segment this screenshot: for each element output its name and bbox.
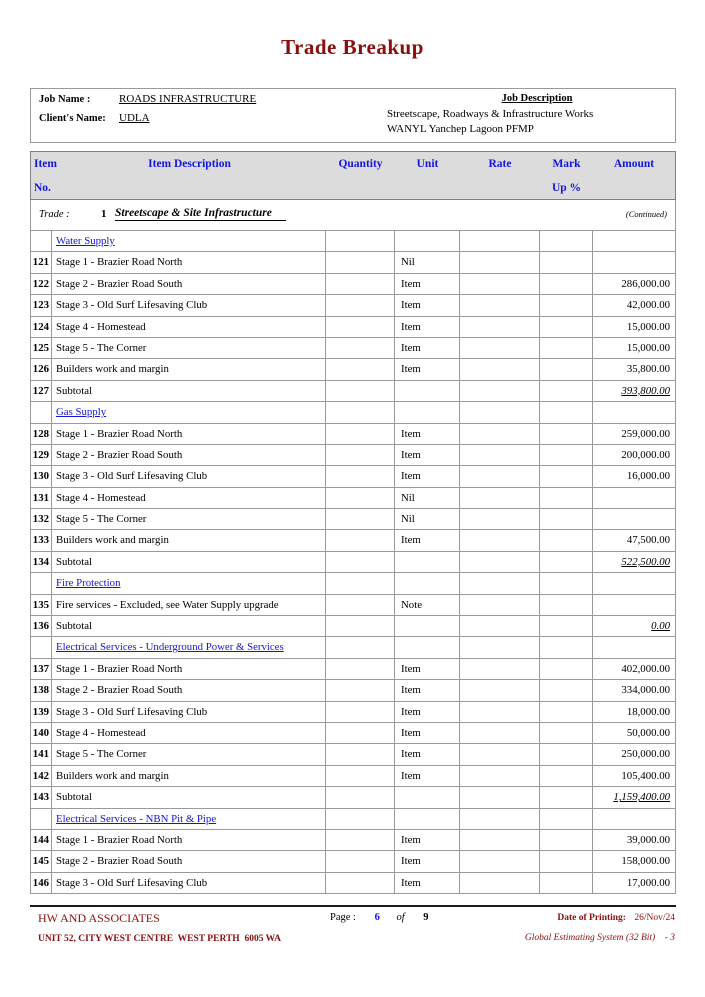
cell-amount: 50,000.00 [593, 723, 676, 744]
cell-markup [540, 231, 593, 252]
item-row [31, 595, 676, 616]
item-row [31, 488, 676, 509]
cell-item-no [31, 573, 52, 594]
cell-amount: 0.00 [593, 616, 676, 637]
column-header-amount: Amount [613, 158, 655, 170]
section-heading-link: Electrical Services - Underground Power & Services [56, 641, 284, 654]
cell-item-no [31, 637, 52, 658]
cell-amount: 200,000.00 [593, 445, 676, 466]
cell-description: Subtotal [52, 787, 326, 808]
cell-amount: 393,800.00 [593, 381, 676, 402]
item-row [31, 873, 676, 894]
section-heading-link: Electrical Services - NBN Pit & Pipe [56, 812, 217, 825]
cell-unit [395, 637, 460, 658]
cell-rate [460, 659, 540, 680]
cell-markup [540, 702, 593, 723]
column-header-unit: Unit [416, 158, 439, 170]
cell-item-no: 133 [31, 530, 52, 551]
cell-unit: Item [395, 851, 460, 872]
cell-quantity [326, 595, 395, 616]
cell-quantity [326, 424, 395, 445]
cell-unit [395, 552, 460, 573]
cell-quantity [326, 338, 395, 359]
client-name-label: Client's Name: [39, 113, 106, 124]
cell-markup [540, 595, 593, 616]
cell-amount: 286,000.00 [593, 274, 676, 295]
item-row [31, 295, 676, 316]
cell-quantity [326, 381, 395, 402]
item-row [31, 317, 676, 338]
cell-markup [540, 381, 593, 402]
cell-item-no [31, 402, 52, 423]
item-row [31, 252, 676, 273]
cell-unit: Item [395, 659, 460, 680]
section-heading-link: Water Supply [56, 235, 115, 247]
cell-item-no: 122 [31, 274, 52, 295]
cell-amount: 39,000.00 [593, 830, 676, 851]
cell-description [52, 637, 326, 658]
cell-description: Subtotal [52, 616, 326, 637]
cell-description [52, 809, 326, 830]
cell-item-no: 131 [31, 488, 52, 509]
job-description-label: Job Description [501, 93, 573, 104]
cell-quantity [326, 530, 395, 551]
cell-description: Stage 3 - Old Surf Lifesaving Club [52, 295, 326, 316]
cell-quantity [326, 830, 395, 851]
cell-quantity [326, 744, 395, 765]
item-row [31, 466, 676, 487]
cell-item-no: 146 [31, 873, 52, 894]
cell-rate [460, 595, 540, 616]
cell-item-no: 121 [31, 252, 52, 273]
item-row [31, 723, 676, 744]
cell-quantity [326, 680, 395, 701]
continued-note: (Continued) [625, 209, 667, 219]
cell-markup [540, 680, 593, 701]
cell-amount [593, 637, 676, 658]
cell-rate [460, 787, 540, 808]
cell-unit: Nil [395, 509, 460, 530]
cell-description: Stage 2 - Brazier Road South [52, 445, 326, 466]
cell-markup [540, 530, 593, 551]
cell-rate [460, 509, 540, 530]
job-name-label: Job Name : [39, 94, 91, 105]
section-heading-link: Gas Supply [56, 406, 107, 419]
footer-page-indicator [330, 912, 429, 923]
item-row [31, 830, 676, 851]
cell-amount: 18,000.00 [593, 702, 676, 723]
column-header-quantity: Quantity [338, 158, 383, 170]
cell-rate [460, 680, 540, 701]
cell-description: Stage 5 - The Corner [52, 509, 326, 530]
cell-markup [540, 488, 593, 509]
item-row [31, 509, 676, 530]
subtotal-row [31, 552, 676, 573]
cell-markup [540, 252, 593, 273]
trade-title-row [30, 200, 676, 230]
cell-rate [460, 317, 540, 338]
item-row [31, 680, 676, 701]
page-of-label: of [396, 912, 405, 923]
item-row [31, 766, 676, 787]
cell-amount: 16,000.00 [593, 466, 676, 487]
cell-markup [540, 637, 593, 658]
cell-item-no: 129 [31, 445, 52, 466]
cell-quantity [326, 766, 395, 787]
cell-quantity [326, 616, 395, 637]
column-header-rate: Rate [488, 158, 512, 170]
cell-amount: 15,000.00 [593, 338, 676, 359]
cell-markup [540, 766, 593, 787]
cell-quantity [326, 359, 395, 380]
cell-rate [460, 295, 540, 316]
client-name-value: UDLA [119, 112, 150, 124]
cell-quantity [326, 723, 395, 744]
item-row [31, 424, 676, 445]
cell-quantity [326, 231, 395, 252]
cell-amount: 15,000.00 [593, 317, 676, 338]
section-row [31, 809, 676, 830]
cell-item-no: 128 [31, 424, 52, 445]
cell-markup [540, 552, 593, 573]
cell-description: Fire services - Excluded, see Water Supply upgrade [52, 595, 326, 616]
cell-description: Stage 4 - Homestead [52, 723, 326, 744]
cell-unit: Item [395, 680, 460, 701]
trade-number: 1 [101, 208, 107, 220]
cell-markup [540, 295, 593, 316]
cell-rate [460, 702, 540, 723]
cell-unit: Item [395, 424, 460, 445]
cell-markup [540, 466, 593, 487]
cell-rate [460, 851, 540, 872]
item-row [31, 359, 676, 380]
job-info-box [30, 88, 676, 143]
cell-unit: Nil [395, 252, 460, 273]
cell-rate [460, 552, 540, 573]
cell-item-no: 138 [31, 680, 52, 701]
item-row [31, 530, 676, 551]
cell-item-no [31, 809, 52, 830]
cell-description: Stage 3 - Old Surf Lifesaving Club [52, 873, 326, 894]
cell-rate [460, 381, 540, 402]
cell-item-no: 140 [31, 723, 52, 744]
cell-amount: 402,000.00 [593, 659, 676, 680]
cell-amount: 522,500.00 [593, 552, 676, 573]
cell-description: Builders work and margin [52, 766, 326, 787]
cell-unit: Item [395, 338, 460, 359]
cell-quantity [326, 317, 395, 338]
cell-amount: 250,000.00 [593, 744, 676, 765]
cell-amount: 47,500.00 [593, 530, 676, 551]
cell-item-no: 137 [31, 659, 52, 680]
cell-rate [460, 488, 540, 509]
cell-item-no: 124 [31, 317, 52, 338]
footer-company-address: UNIT 52, CITY WEST CENTRE WEST PERTH 6005 WA [38, 934, 281, 944]
cell-description: Subtotal [52, 552, 326, 573]
cell-rate [460, 445, 540, 466]
cell-amount: 158,000.00 [593, 851, 676, 872]
page-title: Trade Breakup [281, 35, 424, 59]
cell-description: Builders work and margin [52, 359, 326, 380]
cell-quantity [326, 637, 395, 658]
cell-rate [460, 252, 540, 273]
cell-unit: Item [395, 466, 460, 487]
cell-description [52, 402, 326, 423]
section-row [31, 231, 676, 252]
footer-company-name: HW AND ASSOCIATES [38, 911, 160, 925]
item-row [31, 744, 676, 765]
cell-amount: 35,800.00 [593, 359, 676, 380]
cell-rate [460, 809, 540, 830]
cell-markup [540, 274, 593, 295]
cell-amount [593, 252, 676, 273]
job-description-line: Streetscape, Roadways & Infrastructure Works [387, 108, 594, 120]
table-header [30, 151, 676, 200]
cell-rate [460, 573, 540, 594]
cell-quantity [326, 488, 395, 509]
cell-markup [540, 616, 593, 637]
cell-item-no: 145 [31, 851, 52, 872]
cell-markup [540, 402, 593, 423]
cell-markup [540, 873, 593, 894]
cell-item-no: 127 [31, 381, 52, 402]
cell-item-no: 139 [31, 702, 52, 723]
cell-markup [540, 359, 593, 380]
cell-item-no: 130 [31, 466, 52, 487]
cell-unit [395, 231, 460, 252]
cell-item-no: 126 [31, 359, 52, 380]
cell-amount: 17,000.00 [593, 873, 676, 894]
cell-description: Stage 5 - The Corner [52, 338, 326, 359]
column-header-item-no: Item No. [34, 158, 57, 194]
cell-rate [460, 402, 540, 423]
item-row [31, 659, 676, 680]
cell-rate [460, 466, 540, 487]
cell-description: Stage 4 - Homestead [52, 317, 326, 338]
cell-unit [395, 787, 460, 808]
page-total-number: 9 [423, 912, 429, 923]
subtotal-row [31, 616, 676, 637]
cell-quantity [326, 573, 395, 594]
cell-rate [460, 530, 540, 551]
cell-description: Stage 3 - Old Surf Lifesaving Club [52, 466, 326, 487]
cell-unit: Item [395, 873, 460, 894]
cell-quantity [326, 873, 395, 894]
cell-description [52, 573, 326, 594]
cell-item-no: 142 [31, 766, 52, 787]
trade-label: Trade : [39, 209, 70, 220]
cell-rate [460, 424, 540, 445]
cell-quantity [326, 702, 395, 723]
cell-unit: Note [395, 595, 460, 616]
cell-item-no: 132 [31, 509, 52, 530]
section-heading-link: Fire Protection [56, 577, 121, 590]
cell-markup [540, 317, 593, 338]
cell-unit [395, 402, 460, 423]
cell-unit: Item [395, 530, 460, 551]
table-body [30, 230, 676, 894]
cell-quantity [326, 851, 395, 872]
footer-system-name: Global Estimating System (32 Bit) - 3 [524, 933, 675, 943]
cell-unit [395, 573, 460, 594]
cell-unit: Item [395, 317, 460, 338]
job-description-line: WANYL Yanchep Lagoon PFMP [387, 123, 534, 135]
cell-amount [593, 509, 676, 530]
cell-amount [593, 595, 676, 616]
cell-description: Subtotal [52, 381, 326, 402]
cell-item-no: 141 [31, 744, 52, 765]
footer-divider [30, 905, 676, 907]
item-row [31, 702, 676, 723]
cell-markup [540, 809, 593, 830]
cell-rate [460, 873, 540, 894]
cell-markup [540, 445, 593, 466]
job-name-value: ROADS INFRASTRUCTURE [119, 93, 257, 105]
cell-rate [460, 723, 540, 744]
cell-markup [540, 787, 593, 808]
date-of-printing-value: 26/Nov/24 [634, 913, 675, 923]
cell-amount [593, 231, 676, 252]
cell-markup [540, 744, 593, 765]
cell-markup [540, 723, 593, 744]
cell-quantity [326, 466, 395, 487]
column-header-markup: Mark Up % [551, 158, 582, 194]
cell-quantity [326, 274, 395, 295]
cell-description: Builders work and margin [52, 530, 326, 551]
cell-unit: Item [395, 744, 460, 765]
cell-markup [540, 338, 593, 359]
cell-rate [460, 830, 540, 851]
cell-item-no: 136 [31, 616, 52, 637]
cell-amount [593, 809, 676, 830]
cell-item-no: 135 [31, 595, 52, 616]
cell-quantity [326, 552, 395, 573]
section-row [31, 402, 676, 423]
cell-unit: Item [395, 274, 460, 295]
cell-rate [460, 744, 540, 765]
cell-rate [460, 338, 540, 359]
cell-rate [460, 616, 540, 637]
cell-amount: 105,400.00 [593, 766, 676, 787]
column-header-description: Item Description [148, 158, 231, 170]
cell-description: Stage 5 - The Corner [52, 744, 326, 765]
cell-unit [395, 381, 460, 402]
cell-markup [540, 659, 593, 680]
date-of-printing-label: Date of Printing: [557, 913, 626, 923]
cell-amount [593, 402, 676, 423]
cell-unit: Item [395, 359, 460, 380]
cell-amount [593, 573, 676, 594]
cell-item-no: 144 [31, 830, 52, 851]
cell-item-no [31, 231, 52, 252]
page-current-number: 6 [374, 912, 380, 923]
section-row [31, 573, 676, 594]
cell-amount: 1,159,400.00 [593, 787, 676, 808]
cell-quantity [326, 659, 395, 680]
cell-item-no: 134 [31, 552, 52, 573]
cell-quantity [326, 252, 395, 273]
footer-date-of-printing [557, 913, 675, 923]
cell-description [52, 231, 326, 252]
cell-rate [460, 231, 540, 252]
cell-amount [593, 488, 676, 509]
cell-description: Stage 2 - Brazier Road South [52, 680, 326, 701]
cell-unit: Item [395, 295, 460, 316]
item-row [31, 851, 676, 872]
cell-quantity [326, 402, 395, 423]
item-row [31, 338, 676, 359]
cell-description: Stage 4 - Homestead [52, 488, 326, 509]
cell-description: Stage 1 - Brazier Road North [52, 659, 326, 680]
cell-amount: 259,000.00 [593, 424, 676, 445]
cell-quantity [326, 787, 395, 808]
cell-rate [460, 637, 540, 658]
item-row [31, 274, 676, 295]
cell-markup [540, 573, 593, 594]
cell-markup [540, 424, 593, 445]
item-row [31, 445, 676, 466]
subtotal-row [31, 381, 676, 402]
page-label: Page : [330, 912, 356, 923]
cell-description: Stage 3 - Old Surf Lifesaving Club [52, 702, 326, 723]
cell-unit: Nil [395, 488, 460, 509]
cell-unit [395, 809, 460, 830]
cell-markup [540, 830, 593, 851]
cell-amount: 334,000.00 [593, 680, 676, 701]
cell-markup [540, 509, 593, 530]
cell-unit: Item [395, 702, 460, 723]
cell-unit [395, 616, 460, 637]
cell-quantity [326, 509, 395, 530]
section-row [31, 637, 676, 658]
subtotal-row [31, 787, 676, 808]
cell-unit: Item [395, 830, 460, 851]
cell-description: Stage 1 - Brazier Road North [52, 424, 326, 445]
cell-unit: Item [395, 445, 460, 466]
cell-item-no: 125 [31, 338, 52, 359]
cell-quantity [326, 809, 395, 830]
cell-item-no: 143 [31, 787, 52, 808]
cell-quantity [326, 295, 395, 316]
cell-rate [460, 359, 540, 380]
cell-rate [460, 766, 540, 787]
cell-description: Stage 1 - Brazier Road North [52, 830, 326, 851]
cell-unit: Item [395, 723, 460, 744]
cell-rate [460, 274, 540, 295]
cell-description: Stage 2 - Brazier Road South [52, 851, 326, 872]
cell-quantity [326, 445, 395, 466]
cell-amount: 42,000.00 [593, 295, 676, 316]
cell-unit: Item [395, 766, 460, 787]
cell-markup [540, 851, 593, 872]
cell-item-no: 123 [31, 295, 52, 316]
cell-description: Stage 1 - Brazier Road North [52, 252, 326, 273]
trade-name: Streetscape & Site Infrastructure [115, 207, 286, 221]
cell-description: Stage 2 - Brazier Road South [52, 274, 326, 295]
job-description-block [387, 93, 687, 137]
